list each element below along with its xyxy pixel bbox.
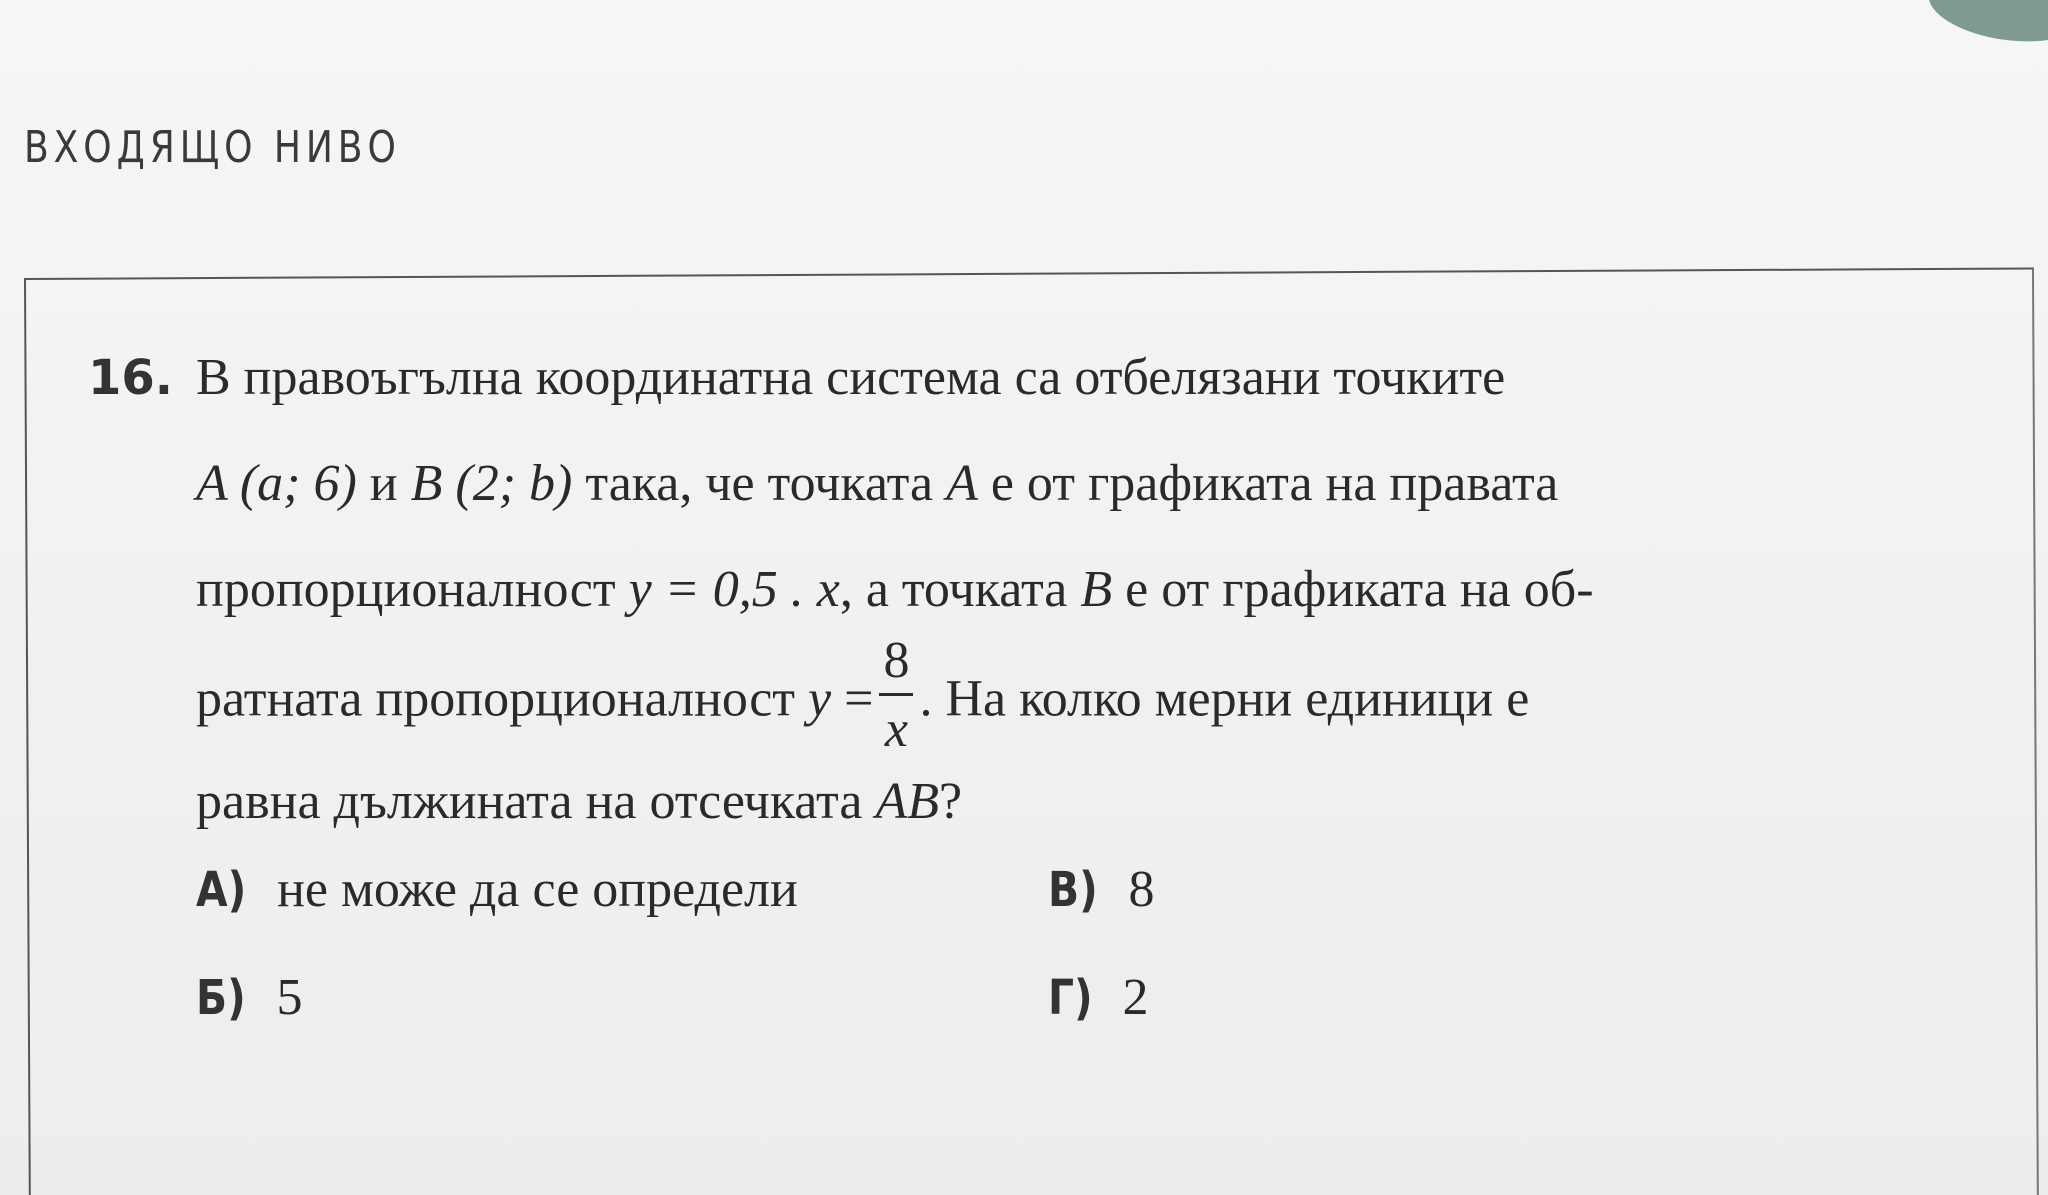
direct-proportion-equation: y = 0,5 . x	[628, 561, 840, 618]
answer-option-a[interactable]	[196, 860, 798, 919]
answer-letter: В)	[1048, 862, 1098, 918]
section-label: ВХОДЯЩО НИВО	[24, 122, 401, 173]
problem-line-3	[196, 537, 1594, 643]
answer-text: 5	[276, 969, 303, 1026]
fraction-denominator: x	[884, 701, 908, 758]
inverse-eq-y: y	[808, 670, 832, 728]
line2-text-1: така, че точката	[572, 455, 947, 512]
point-a-ref: A	[946, 455, 978, 512]
line3-text-1: пропорционалност	[196, 561, 629, 618]
answer-letter: А)	[196, 862, 247, 918]
fraction-8-over-x	[879, 632, 913, 758]
point-b-coords: (2; b)	[442, 455, 573, 512]
point-a-label: A	[196, 455, 227, 512]
problem-line-5	[196, 749, 962, 855]
line5-text-1: равна дължината на отсечката	[196, 773, 876, 830]
answer-letter: Г)	[1048, 970, 1093, 1026]
line3-text-2: , а точката	[839, 561, 1081, 618]
line1-text: В правоъгълна координатна система са отбелязани точките	[196, 349, 1506, 406]
problem-line-4	[196, 632, 1530, 764]
point-a-coords: (a; 6)	[226, 455, 357, 512]
line4-text-1: ратната пропорционалност	[196, 670, 809, 728]
problem-number: 16.	[88, 350, 174, 406]
answer-options	[196, 860, 1296, 1100]
segment-ab: AB	[875, 773, 940, 830]
answer-text: 2	[1122, 969, 1149, 1026]
point-b-label: B	[410, 455, 443, 512]
line3-text-3: е от графиката на об-	[1112, 561, 1594, 618]
answer-text: не може да се определи	[277, 861, 798, 918]
answer-option-g[interactable]	[1048, 968, 1149, 1027]
line4-text-2: . На колко мерни единици е	[919, 670, 1530, 728]
and-text: и	[356, 455, 411, 512]
answer-option-v[interactable]	[1048, 860, 1155, 919]
line5-text-2: ?	[939, 773, 963, 830]
problem-line-2	[196, 431, 1558, 537]
line2-text-2: е от графиката на правата	[977, 455, 1559, 512]
problem-line-1	[196, 325, 1505, 431]
inverse-eq-equals: =	[831, 670, 874, 728]
point-b-ref: B	[1080, 561, 1113, 618]
answer-text: 8	[1128, 861, 1155, 918]
answer-letter: Б)	[196, 970, 246, 1026]
answer-option-b[interactable]	[196, 968, 303, 1027]
fraction-numerator: 8	[879, 635, 913, 696]
